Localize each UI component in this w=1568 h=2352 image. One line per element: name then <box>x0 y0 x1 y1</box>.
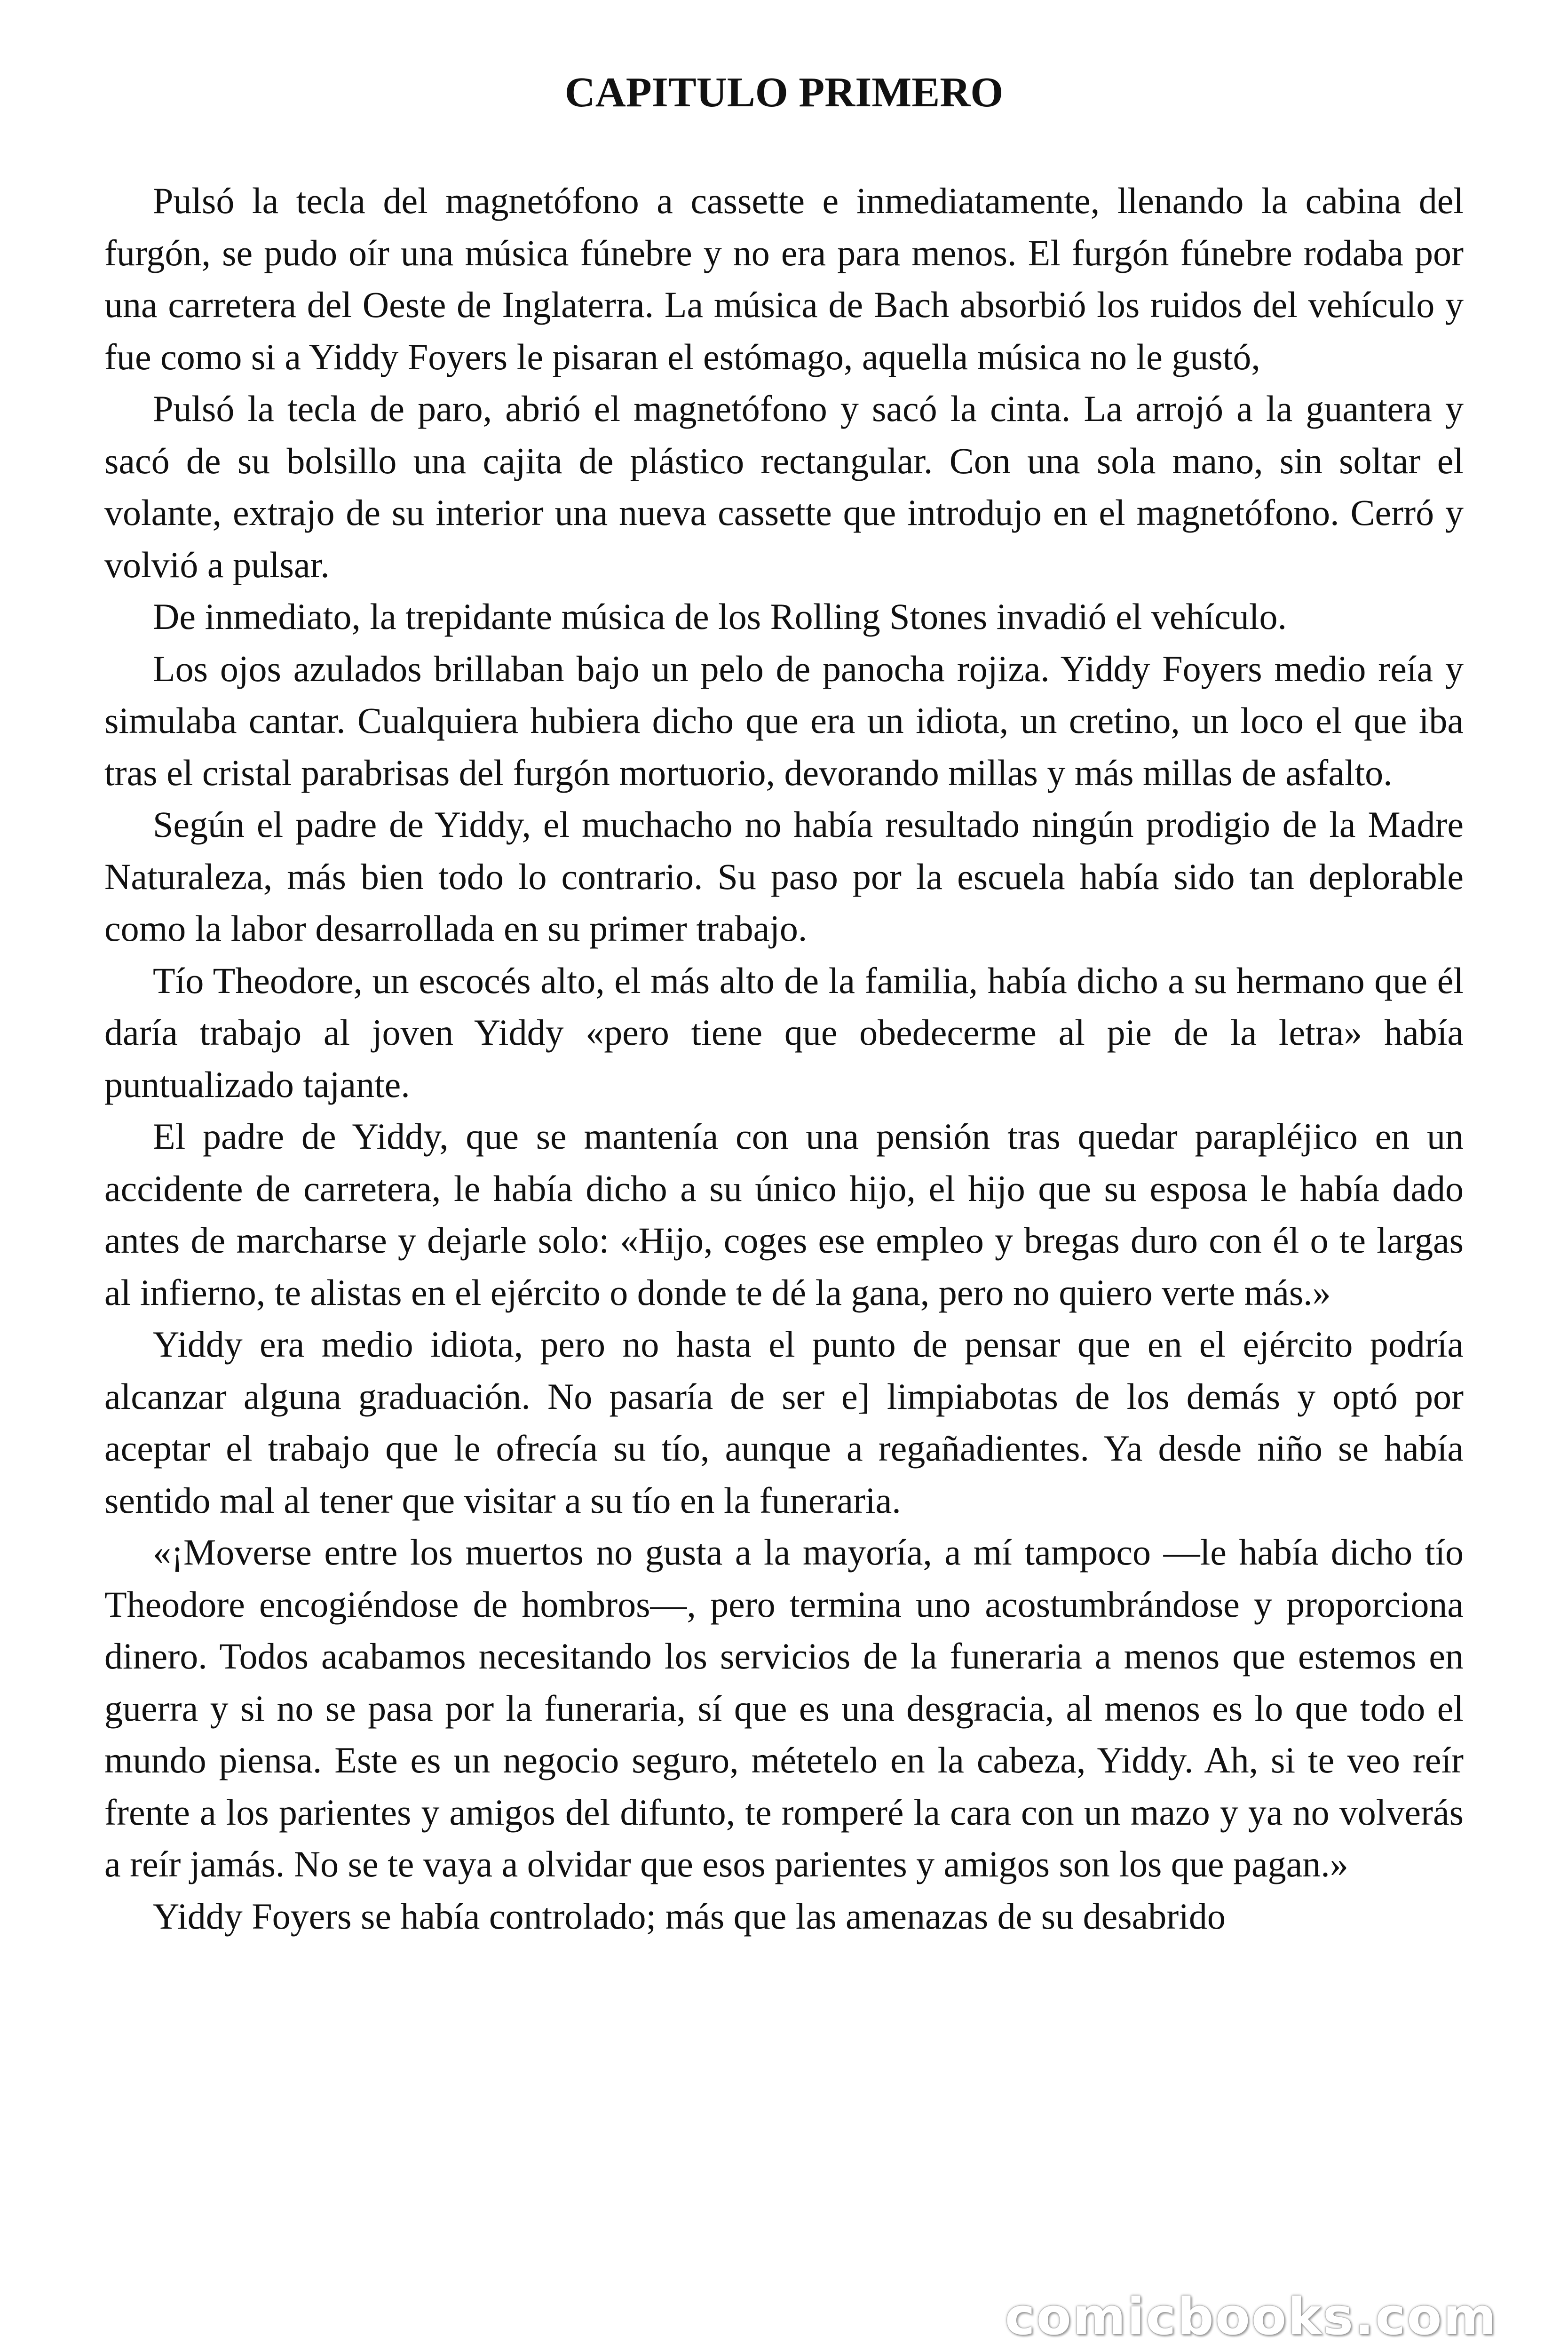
paragraph: El padre de Yiddy, que se mantenía con una pensión tras quedar parapléjico en un accidente de carretera, le había dicho a su único hijo, el hijo que su esposa le había dado antes de marcharse y dejarle solo: «Hijo, coges ese empleo y bregas duro con él o te largas al infierno, te alistas en el ejército o donde te dé la gana, pero no quiero verte más.» <box>104 1116 1464 1313</box>
paragraph: Yiddy era medio idiota, pero no hasta el punto de pensar que en el ejército podría alcanzar alguna graduación. No pasaría de ser e] limpiabotas de los demás y optó por aceptar el trabajo que le ofrecía su tío, aunque a regañadientes. Ya desde niño se había sentido mal al tener que visitar a su tío en la funeraria. <box>104 1324 1464 1521</box>
paragraph: Según el padre de Yiddy, el muchacho no había resultado ningún prodigio de la Madre Naturaleza, más bien todo lo contrario. Su paso por la escuela había sido tan deplorable como la labor desarrollada en su primer trabajo. <box>104 804 1464 949</box>
paragraph: Pulsó la tecla del magnetófono a cassette e inmediatamente, llenando la cabina del furgón, se pudo oír una música fúnebre y no era para menos. El furgón fúnebre rodaba por una carretera del Oeste de Inglaterra. La música de Bach absorbió los ruidos del vehículo y fue como si a Yiddy Foyers le pisaran el estómago, aquella música no le gustó, <box>104 180 1464 377</box>
paragraph: «¡Moverse entre los muertos no gusta a la mayoría, a mí tampoco —le había dicho tío Theodore encogiéndose de hombros—, pero termina uno acostumbrándose y proporciona dinero. Todos acabamos necesitando los servicios de la funeraria a menos que estemos en guerra y si no se pasa por la funeraria, sí que es una desgracia, al menos es lo que todo el mundo piensa. Este es un negocio seguro, métetelo en la cabeza, Yiddy. Ah, si te veo reír frente a los parientes y amigos del difunto, te romperé la cara con un mazo y ya no volverás a reír jamás. No se te vaya a olvidar que esos parientes y amigos son los que pagan.» <box>104 1532 1464 1884</box>
paragraph: Pulsó la tecla de paro, abrió el magnetófono y sacó la cinta. La arrojó a la guantera y sacó de su bolsillo una cajita de plástico rectangular. Con una sola mano, sin soltar el volante, extrajo de su interior una nueva cassette que introdujo en el magnetófono. Cerró y volvió a pulsar. <box>104 388 1464 585</box>
paragraph: De inmediato, la trepidante música de los Rolling Stones invadió el vehículo. <box>153 596 1287 637</box>
paragraph: Yiddy Foyers se había controlado; más que las amenazas de su desabrido <box>153 1895 1226 1937</box>
chapter-body <box>104 175 1464 1942</box>
paragraph: Los ojos azulados brillaban bajo un pelo de panocha rojiza. Yiddy Foyers medio reía y simulaba cantar. Cualquiera hubiera dicho que era un idiota, un cretino, un loco el que iba tras el cristal parabrisas del furgón mortuorio, devorando millas y más millas de asfalto. <box>104 648 1464 793</box>
site-watermark: comicbooks.com <box>1005 2288 1497 2346</box>
paragraph: Tío Theodore, un escocés alto, el más alto de la familia, había dicho a su hermano que él daría trabajo al joven Yiddy «pero tiene que obedecerme al pie de la letra» había puntualizado tajante. <box>104 960 1464 1105</box>
chapter-title: CAPITULO PRIMERO <box>564 69 1004 116</box>
